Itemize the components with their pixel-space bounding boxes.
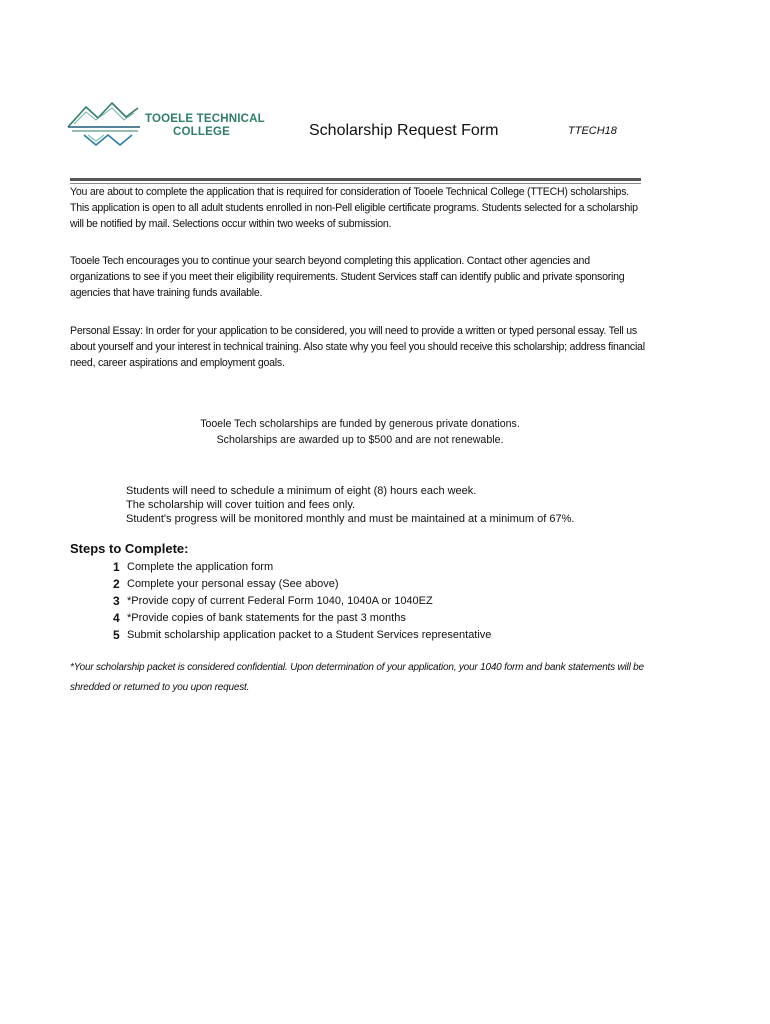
- step-item: [113, 593, 491, 610]
- steps-heading: Steps to Complete:: [70, 541, 189, 556]
- form-title: Scholarship Request Form: [309, 122, 499, 139]
- step-item: [113, 627, 491, 644]
- step-text: Complete the application form: [127, 561, 274, 573]
- header-divider-thick: [70, 178, 641, 181]
- requirement-line: Students will need to schedule a minimum of eight (8) hours each week.: [126, 485, 477, 497]
- intro-paragraph: You are about to complete the application that is required for consideration of Tooele Technical College (TTECH) scholarships. This application is open to all adult students enrolled in non-Pell eligible certificate programs. Students selected for a scholarship will be notified by mail. Selections occur within two weeks of submission.: [70, 186, 638, 230]
- form-code: TTECH18: [568, 125, 617, 137]
- funding-line: Tooele Tech scholarships are funded by generous private donations.: [200, 418, 520, 430]
- other-agencies-paragraph: Tooele Tech encourages you to continue your search beyond completing this application. Contact other agencies and organizations to see if you meet their eligibility requirements. Student Services staff can identify public and private sponsoring agencies that have training funds available.: [70, 255, 625, 299]
- college-name-line2: COLLEGE: [173, 126, 230, 138]
- step-number: 4: [113, 611, 120, 625]
- step-number: 5: [113, 628, 120, 642]
- step-item: [113, 576, 491, 593]
- step-text: *Provide copy of current Federal Form 1040, 1040A or 1040EZ: [127, 595, 433, 607]
- college-name-line1: TOOELE TECHNICAL: [145, 113, 265, 125]
- requirements-block: [126, 484, 574, 526]
- funding-line: Scholarships are awarded up to $500 and are not renewable.: [216, 434, 504, 446]
- requirement-line: Student's progress will be monitored monthly and must be maintained at a minimum of 67%.: [126, 513, 575, 525]
- confidentiality-footnote: *Your scholarship packet is considered confidential. Upon determination of your application, your 1040 form and bank statements will be shredded or returned to you upon request.: [70, 662, 644, 693]
- step-item: [113, 559, 491, 576]
- step-item: [113, 610, 491, 627]
- step-number: 2: [113, 577, 120, 591]
- funding-note: [70, 416, 650, 448]
- step-number: 1: [113, 560, 120, 574]
- steps-list: [113, 559, 491, 644]
- personal-essay-paragraph: Personal Essay: In order for your application to be considered, you will need to provide a written or typed personal essay. Tell us about yourself and your interest in technical training. Also state why you feel you should receive this scholarship; address financial need, career aspirations and employment goals.: [70, 325, 645, 369]
- requirement-line: The scholarship will cover tuition and fees only.: [126, 499, 356, 511]
- step-text: Submit scholarship application packet to a Student Services representative: [127, 629, 492, 641]
- step-text: *Provide copies of bank statements for the past 3 months: [127, 612, 406, 624]
- college-wordmark: [145, 113, 265, 139]
- step-number: 3: [113, 594, 120, 608]
- step-text: Complete your personal essay (See above): [127, 578, 339, 590]
